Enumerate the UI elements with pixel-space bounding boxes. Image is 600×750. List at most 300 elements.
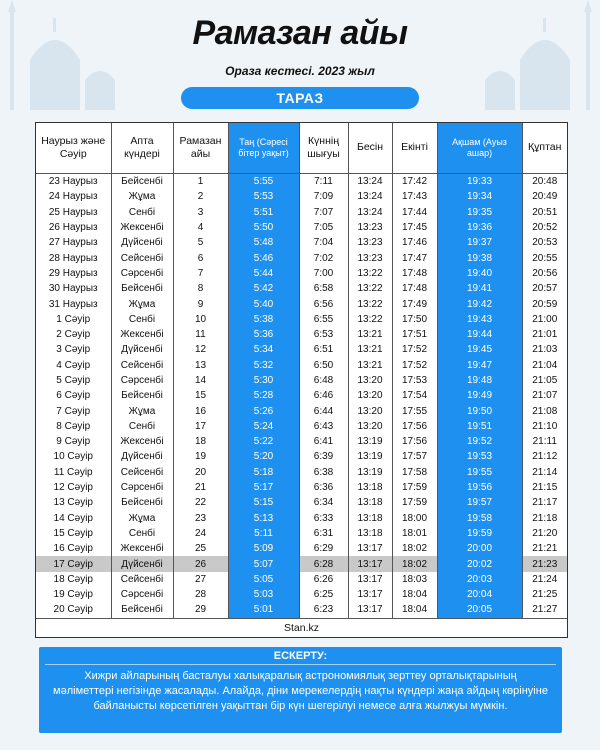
cell-ramadan-day: 4 [173,220,228,235]
cell-fajr: 5:22 [228,434,299,449]
cell-date: 8 Сәуір [36,419,111,434]
cell-asr: 18:02 [392,541,437,556]
table-row [36,495,567,510]
cell-sunrise: 7:00 [299,266,348,281]
cell-weekday: Сенбі [111,312,173,327]
cell-weekday: Бейсенбі [111,388,173,403]
cell-ramadan-day: 29 [173,602,228,617]
cell-dhuhr: 13:18 [348,480,392,495]
cell-date: 20 Сәуір [36,602,111,617]
note-text: Хижри айларының басталуы халықаралық астрономиялық зерттеу орталықтарының мәліметтері негізінде жасалады. Алайда, діни мерекелердің нақты күндері жаңа айдың көрінуіне байланысты көрсетілген уақыттан бір күн шегерілуі немесе алға жылжуы мүмкін. [53,670,548,712]
table-row [36,358,567,373]
cell-maghrib: 19:56 [437,480,522,495]
cell-fajr: 5:38 [228,312,299,327]
cell-isha: 21:00 [532,313,558,325]
cell-isha: 21:23 [522,556,567,571]
cell-sunrise: 6:31 [299,526,348,541]
cell-dhuhr: 13:21 [348,358,392,373]
cell-weekday: Жексенбі [111,220,173,235]
table-row [36,602,567,617]
cell-dhuhr: 13:17 [348,587,392,602]
cell-isha: 21:25 [532,589,558,601]
cell-dhuhr: 13:22 [348,296,392,311]
table-row [36,388,567,403]
cell-dhuhr: 13:24 [348,174,392,190]
cell-isha: 21:27 [532,604,558,616]
header-dhuhr: Бесін [348,123,392,174]
table-row [36,342,567,357]
table-row [36,556,567,571]
cell-sunrise: 7:04 [299,235,348,250]
cell-date: 15 Сәуір [36,526,111,541]
cell-maghrib: 19:59 [437,526,522,541]
cell-maghrib: 19:40 [437,266,522,281]
cell-dhuhr: 13:21 [348,327,392,342]
table-row [36,587,567,602]
cell-isha: 21:08 [532,405,558,417]
cell-date: 11 Сәуір [36,465,111,480]
cell-maghrib: 19:58 [437,511,522,526]
cell-dhuhr: 13:23 [348,235,392,250]
cell-date: 12 Сәуір [36,480,111,495]
cell-isha: 21:11 [532,436,557,448]
table-row [36,434,567,449]
cell-ramadan-day: 10 [173,312,228,327]
cell-sunrise: 7:02 [299,250,348,265]
cell-weekday: Сейсенбі [111,358,173,373]
cell-weekday: Сәрсенбі [111,373,173,388]
cell-ramadan-day: 6 [173,250,228,265]
cell-isha: 20:48 [532,176,558,188]
cell-asr: 17:44 [392,205,437,220]
cell-date: 2 Сәуір [36,327,111,342]
cell-isha: 21:07 [532,390,558,402]
cell-weekday: Сейсенбі [111,250,173,265]
city-badge: ТАРАЗ [181,87,419,109]
cell-maghrib: 19:45 [437,342,522,357]
cell-date: 31 Наурыз [36,296,111,311]
cell-sunrise: 6:36 [299,480,348,495]
cell-maghrib: 19:42 [437,296,522,311]
cell-ramadan-day: 13 [173,358,228,373]
cell-asr: 18:04 [392,587,437,602]
cell-dhuhr: 13:22 [348,266,392,281]
cell-weekday: Сәрсенбі [111,266,173,281]
cell-ramadan-day: 18 [173,434,228,449]
cell-ramadan-day: 1 [173,174,228,190]
cell-dhuhr: 13:18 [348,495,392,510]
cell-sunrise: 7:09 [299,189,348,204]
cell-sunrise: 6:28 [299,556,348,571]
cell-date: 29 Наурыз [36,266,111,281]
table-row [36,403,567,418]
cell-weekday: Сәрсенбі [111,480,173,495]
cell-sunrise: 6:29 [299,541,348,556]
cell-dhuhr: 13:19 [348,449,392,464]
cell-maghrib: 19:33 [437,174,522,190]
cell-dhuhr: 13:20 [348,403,392,418]
cell-sunrise: 6:38 [299,465,348,480]
cell-sunrise: 7:05 [299,220,348,235]
cell-asr: 17:47 [392,250,437,265]
cell-date: 13 Сәуір [36,495,111,510]
cell-weekday: Бейсенбі [111,281,173,296]
cell-fajr: 5:18 [228,465,299,480]
cell-dhuhr: 13:24 [348,205,392,220]
cell-fajr: 5:40 [228,296,299,311]
cell-maghrib: 19:41 [437,281,522,296]
cell-date: 5 Сәуір [36,373,111,388]
cell-weekday: Бейсенбі [111,174,173,190]
cell-ramadan-day: 25 [173,541,228,556]
cell-fajr: 5:46 [228,250,299,265]
cell-asr: 17:57 [392,449,437,464]
cell-sunrise: 6:53 [299,327,348,342]
cell-fajr: 5:17 [228,480,299,495]
cell-maghrib: 20:05 [437,602,522,617]
cell-ramadan-day: 14 [173,373,228,388]
cell-ramadan-day: 26 [173,556,228,571]
cell-isha: 21:03 [532,344,558,356]
cell-maghrib: 20:00 [437,541,522,556]
cell-asr: 17:52 [392,358,437,373]
cell-fajr: 5:48 [228,235,299,250]
cell-ramadan-day: 11 [173,327,228,342]
page-title: Рамазан айы [192,14,408,52]
cell-sunrise: 6:33 [299,511,348,526]
cell-sunrise: 6:55 [299,312,348,327]
cell-isha: 21:04 [532,359,558,371]
cell-isha: 21:17 [532,497,558,509]
cell-sunrise: 6:58 [299,281,348,296]
cell-weekday: Сәрсенбі [111,587,173,602]
cell-asr: 18:00 [392,511,437,526]
cell-ramadan-day: 2 [173,189,228,204]
cell-maghrib: 19:34 [437,189,522,204]
cell-asr: 18:01 [392,526,437,541]
cell-dhuhr: 13:21 [348,342,392,357]
cell-asr: 17:55 [392,403,437,418]
cell-date: 7 Сәуір [36,403,111,418]
cell-ramadan-day: 7 [173,266,228,281]
cell-maghrib: 19:36 [437,220,522,235]
cell-weekday: Дүйсенбі [111,342,173,357]
cell-dhuhr: 13:18 [348,511,392,526]
cell-asr: 17:45 [392,220,437,235]
cell-fajr: 5:34 [228,342,299,357]
header-isha: Құптан [522,123,567,174]
header-date: Наурыз және Сәуір [36,123,111,174]
cell-sunrise: 6:46 [299,388,348,403]
cell-fajr: 5:32 [228,358,299,373]
cell-dhuhr: 13:23 [348,250,392,265]
cell-date: 23 Наурыз [36,174,111,190]
table-row [36,250,567,265]
table-row [36,296,567,311]
header-asr: Екінті [392,123,437,174]
cell-fajr: 5:13 [228,511,299,526]
cell-date: 27 Наурыз [36,235,111,250]
cell-dhuhr: 13:17 [348,602,392,617]
note-box [39,647,562,733]
cell-isha: 21:14 [532,466,558,478]
cell-isha: 20:49 [532,191,558,203]
cell-maghrib: 19:53 [437,449,522,464]
cell-dhuhr: 13:19 [348,434,392,449]
cell-asr: 17:52 [392,342,437,357]
cell-maghrib: 19:47 [437,358,522,373]
cell-ramadan-day: 27 [173,572,228,587]
cell-asr: 17:49 [392,296,437,311]
table-row [36,281,567,296]
cell-fajr: 5:07 [228,556,299,571]
table-row [36,235,567,250]
cell-isha: 21:18 [532,512,558,524]
cell-dhuhr: 13:17 [348,556,392,571]
cell-weekday: Сенбі [111,526,173,541]
cell-asr: 17:59 [392,495,437,510]
cell-weekday: Жексенбі [111,327,173,342]
cell-sunrise: 6:43 [299,419,348,434]
cell-ramadan-day: 5 [173,235,228,250]
cell-asr: 17:58 [392,465,437,480]
table-row [36,189,567,204]
cell-sunrise: 6:34 [299,495,348,510]
cell-isha: 21:15 [532,482,558,494]
cell-dhuhr: 13:24 [348,189,392,204]
cell-maghrib: 20:02 [437,556,522,571]
cell-ramadan-day: 12 [173,342,228,357]
cell-date: 1 Сәуір [36,312,111,327]
cell-maghrib: 19:35 [437,205,522,220]
cell-isha: 21:12 [532,451,558,463]
cell-date: 18 Сәуір [36,572,111,587]
cell-fajr: 5:01 [228,602,299,617]
cell-isha: 20:53 [532,237,558,249]
cell-date: 28 Наурыз [36,250,111,265]
cell-sunrise: 6:23 [299,602,348,617]
table-row [36,419,567,434]
cell-asr: 17:56 [392,419,437,434]
cell-dhuhr: 13:17 [348,572,392,587]
cell-dhuhr: 13:22 [348,312,392,327]
cell-dhuhr: 13:19 [348,465,392,480]
cell-ramadan-day: 17 [173,419,228,434]
cell-isha: 20:51 [532,206,558,218]
cell-weekday: Жұма [111,296,173,311]
header-fajr: Таң (Сәресі бітер уақыт) [228,123,299,174]
cell-asr: 17:51 [392,327,437,342]
cell-dhuhr: 13:18 [348,526,392,541]
cell-isha: 21:10 [532,420,558,432]
cell-ramadan-day: 16 [173,403,228,418]
cell-asr: 17:54 [392,388,437,403]
table-row [36,312,567,327]
cell-sunrise: 6:50 [299,358,348,373]
cell-date: 25 Наурыз [36,205,111,220]
cell-ramadan-day: 23 [173,511,228,526]
cell-weekday: Жексенбі [111,541,173,556]
cell-sunrise: 7:11 [299,174,348,190]
table-row [36,174,567,190]
cell-fajr: 5:24 [228,419,299,434]
page-subtitle: Ораза кестесі. 2023 жыл [225,64,375,78]
table-header-row [36,123,567,174]
cell-date: 30 Наурыз [36,281,111,296]
cell-fajr: 5:51 [228,205,299,220]
cell-fajr: 5:26 [228,403,299,418]
cell-isha: 21:20 [532,527,558,539]
table-row [36,449,567,464]
cell-asr: 17:48 [392,281,437,296]
cell-maghrib: 19:57 [437,495,522,510]
cell-asr: 18:04 [392,602,437,617]
cell-asr: 18:03 [392,572,437,587]
cell-isha: 21:24 [532,573,558,585]
cell-asr: 17:43 [392,189,437,204]
cell-asr: 17:48 [392,266,437,281]
cell-fajr: 5:05 [228,572,299,587]
cell-weekday: Жексенбі [111,434,173,449]
cell-maghrib: 19:37 [437,235,522,250]
cell-sunrise: 7:07 [299,205,348,220]
cell-asr: 17:46 [392,235,437,250]
cell-asr: 17:56 [392,434,437,449]
cell-dhuhr: 13:17 [348,541,392,556]
cell-ramadan-day: 24 [173,526,228,541]
cell-asr: 18:02 [392,556,437,571]
cell-isha: 20:59 [532,298,558,310]
cell-dhuhr: 13:23 [348,220,392,235]
cell-maghrib: 19:50 [437,403,522,418]
cell-ramadan-day: 3 [173,205,228,220]
cell-weekday: Сейсенбі [111,465,173,480]
cell-date: 9 Сәуір [36,434,111,449]
cell-fajr: 5:55 [228,174,299,190]
cell-weekday: Бейсенбі [111,602,173,617]
cell-fajr: 5:36 [228,327,299,342]
table-row [36,205,567,220]
cell-dhuhr: 13:20 [348,388,392,403]
table-footer-source: Stan.kz [36,618,567,637]
cell-sunrise: 6:44 [299,403,348,418]
table-row [36,266,567,281]
cell-weekday: Сенбі [111,205,173,220]
header-sunrise: Күннің шығуы [299,123,348,174]
cell-fajr: 5:11 [228,526,299,541]
cell-weekday: Дүйсенбі [111,235,173,250]
cell-date: 16 Сәуір [36,541,111,556]
cell-fajr: 5:28 [228,388,299,403]
cell-sunrise: 6:26 [299,572,348,587]
header-maghrib: Ақшам (Ауыз ашар) [437,123,522,174]
cell-sunrise: 6:51 [299,342,348,357]
cell-ramadan-day: 9 [173,296,228,311]
cell-sunrise: 6:41 [299,434,348,449]
cell-date: 24 Наурыз [36,189,111,204]
table-row [36,480,567,495]
cell-sunrise: 6:56 [299,296,348,311]
cell-date: 10 Сәуір [36,449,111,464]
table-row [36,373,567,388]
schedule-table [35,122,568,638]
cell-fajr: 5:42 [228,281,299,296]
cell-isha: 20:56 [532,267,558,279]
cell-date: 3 Сәуір [36,342,111,357]
cell-weekday: Дүйсенбі [111,449,173,464]
cell-ramadan-day: 21 [173,480,228,495]
cell-asr: 17:59 [392,480,437,495]
table-row [36,465,567,480]
header-ramadan-day: Рамазан айы [173,123,228,174]
cell-asr: 17:50 [392,312,437,327]
cell-maghrib: 19:48 [437,373,522,388]
cell-ramadan-day: 28 [173,587,228,602]
cell-asr: 17:53 [392,373,437,388]
cell-isha: 21:21 [532,543,558,555]
header-weekday: Апта күндері [111,123,173,174]
table-row [36,220,567,235]
cell-date: 4 Сәуір [36,358,111,373]
cell-ramadan-day: 22 [173,495,228,510]
cell-maghrib: 19:55 [437,465,522,480]
cell-fajr: 5:50 [228,220,299,235]
cell-weekday: Дүйсенбі [111,556,173,571]
cell-isha: 21:05 [532,375,558,386]
table-row [36,511,567,526]
cell-date: 19 Сәуір [36,587,111,602]
cell-maghrib: 19:49 [437,388,522,403]
cell-sunrise: 6:25 [299,587,348,602]
cell-isha: 20:55 [532,252,558,264]
cell-weekday: Жұма [111,403,173,418]
cell-dhuhr: 13:20 [348,419,392,434]
cell-asr: 17:42 [392,174,437,190]
table-row [36,572,567,587]
cell-sunrise: 6:48 [299,373,348,388]
cell-isha: 20:52 [532,222,558,234]
cell-ramadan-day: 8 [173,281,228,296]
cell-fajr: 5:44 [228,266,299,281]
cell-maghrib: 19:51 [437,419,522,434]
cell-date: 14 Сәуір [36,511,111,526]
note-title: ЕСКЕРТУ: [45,650,556,665]
cell-weekday: Жұма [111,511,173,526]
cell-maghrib: 19:44 [437,327,522,342]
cell-fajr: 5:03 [228,587,299,602]
cell-maghrib: 19:43 [437,312,522,327]
cell-date: 17 Сәуір [36,556,111,571]
cell-fajr: 5:15 [228,495,299,510]
cell-fajr: 5:30 [228,373,299,388]
cell-maghrib: 19:38 [437,250,522,265]
table-row [36,327,567,342]
cell-fajr: 5:20 [228,449,299,464]
cell-date: 6 Сәуір [36,388,111,403]
cell-dhuhr: 13:22 [348,281,392,296]
cell-ramadan-day: 15 [173,388,228,403]
table-row [36,526,567,541]
cell-dhuhr: 13:20 [348,373,392,388]
cell-maghrib: 19:52 [437,434,522,449]
cell-isha: 21:01 [532,329,558,341]
cell-isha: 20:57 [532,283,558,295]
cell-ramadan-day: 19 [173,449,228,464]
cell-weekday: Сенбі [111,419,173,434]
cell-maghrib: 20:04 [437,587,522,602]
cell-ramadan-day: 20 [173,465,228,480]
cell-sunrise: 6:39 [299,449,348,464]
